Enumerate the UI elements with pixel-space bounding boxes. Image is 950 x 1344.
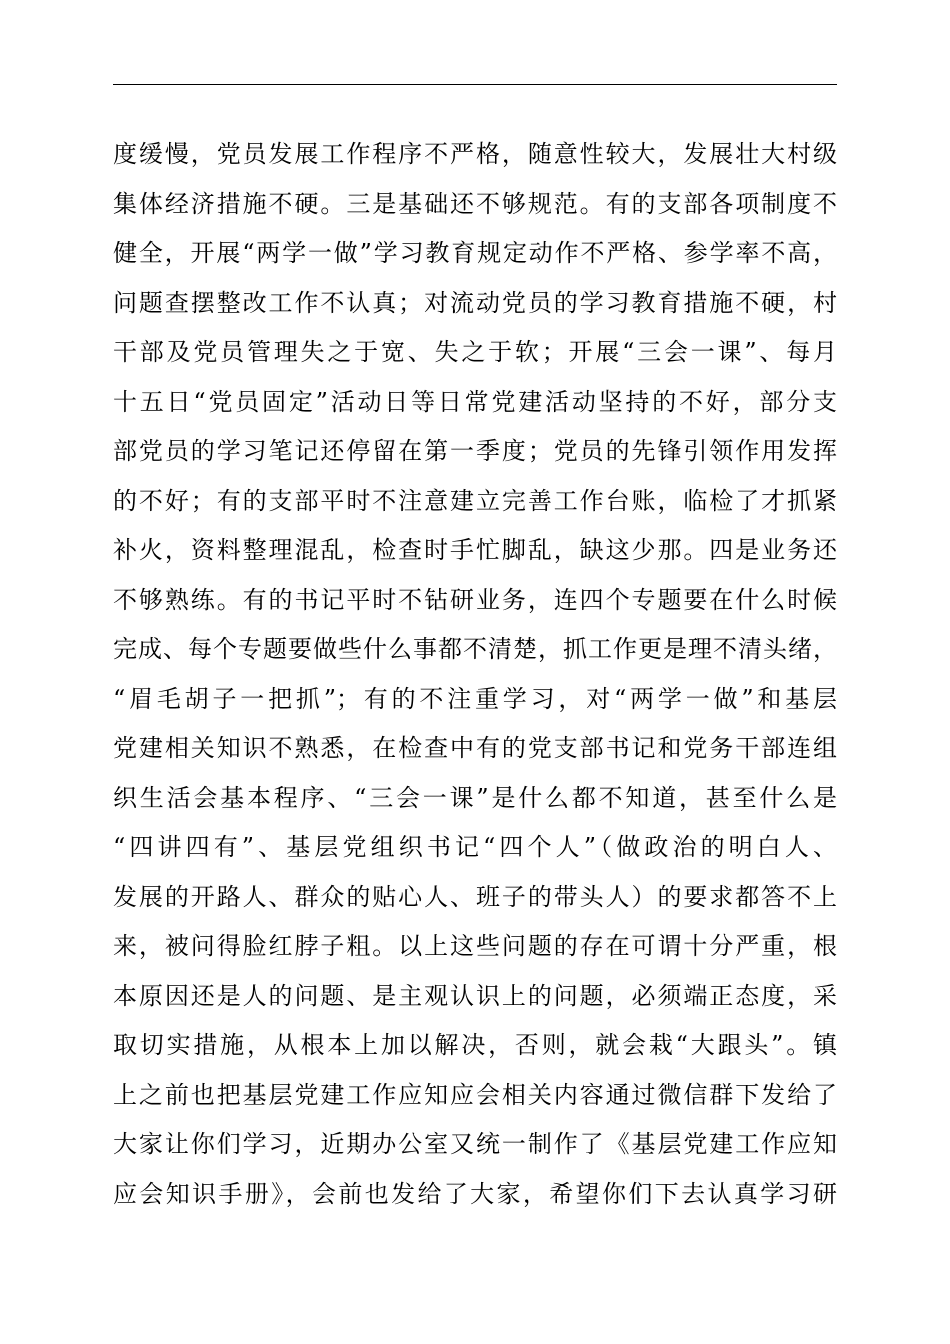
text-line: 发展的开路人、群众的贴心人、班子的带头人）的要求都答不上 [113,882,837,911]
text-line: 本原因还是人的问题、是主观认识上的问题，必须端正态度，采 [113,981,837,1010]
text-line: 健全，开展“两学一做”学习教育规定动作不严格、参学率不高， [113,239,837,267]
text-line: 集体经济措施不硬。三是基础还不够规范。有的支部各项制度不 [113,189,837,218]
text-line: 党建相关知识不熟悉，在检查中有的党支部书记和党务干部连组 [113,734,837,762]
text-line: 大家让你们学习，近期办公室又统一制作了《基层党建工作应知 [113,1130,837,1158]
text-line: “眉毛胡子一把抓”；有的不注重学习，对“两学一做”和基层 [113,684,837,713]
body-text [113,130,837,1219]
text-line: 度缓慢，党员发展工作程序不严格，随意性较大，发展壮大村级 [113,140,837,168]
text-line: 干部及党员管理失之于宽、失之于软；开展“三会一课”、每月 [113,338,837,366]
text-line: 完成、每个专题要做些什么事都不清楚，抓工作更是理不清头绪， [113,635,837,663]
text-line: 来，被问得脸红脖子粗。以上这些问题的存在可谓十分严重，根 [113,932,837,960]
text-line: 不够熟练。有的书记平时不钻研业务，连四个专题要在什么时候 [113,585,837,614]
text-line: 问题查摆整改工作不认真；对流动党员的学习教育措施不硬，村 [113,288,837,317]
text-line: 上之前也把基层党建工作应知应会相关内容通过微信群下发给了 [113,1080,837,1109]
text-line: 的不好；有的支部平时不注意建立完善工作台账，临检了才抓紧 [113,486,837,515]
text-line: 补火，资料整理混乱，检查时手忙脚乱，缺这少那。四是业务还 [113,536,837,564]
header-rule [113,84,837,85]
text-line: “四讲四有”、基层党组织书记“四个人”（做政治的明白人、 [113,833,837,861]
text-line: 十五日“党员固定”活动日等日常党建活动坚持的不好，部分支 [113,387,837,416]
text-line: 织生活会基本程序、“三会一课”是什么都不知道，甚至什么是 [113,783,837,812]
text-line: 部党员的学习笔记还停留在第一季度；党员的先锋引领作用发挥 [113,437,837,465]
text-line: 取切实措施，从根本上加以解决，否则，就会栽“大跟头”。镇 [113,1031,837,1059]
text-line: 应会知识手册》，会前也发给了大家，希望你们下去认真学习研 [113,1179,837,1208]
